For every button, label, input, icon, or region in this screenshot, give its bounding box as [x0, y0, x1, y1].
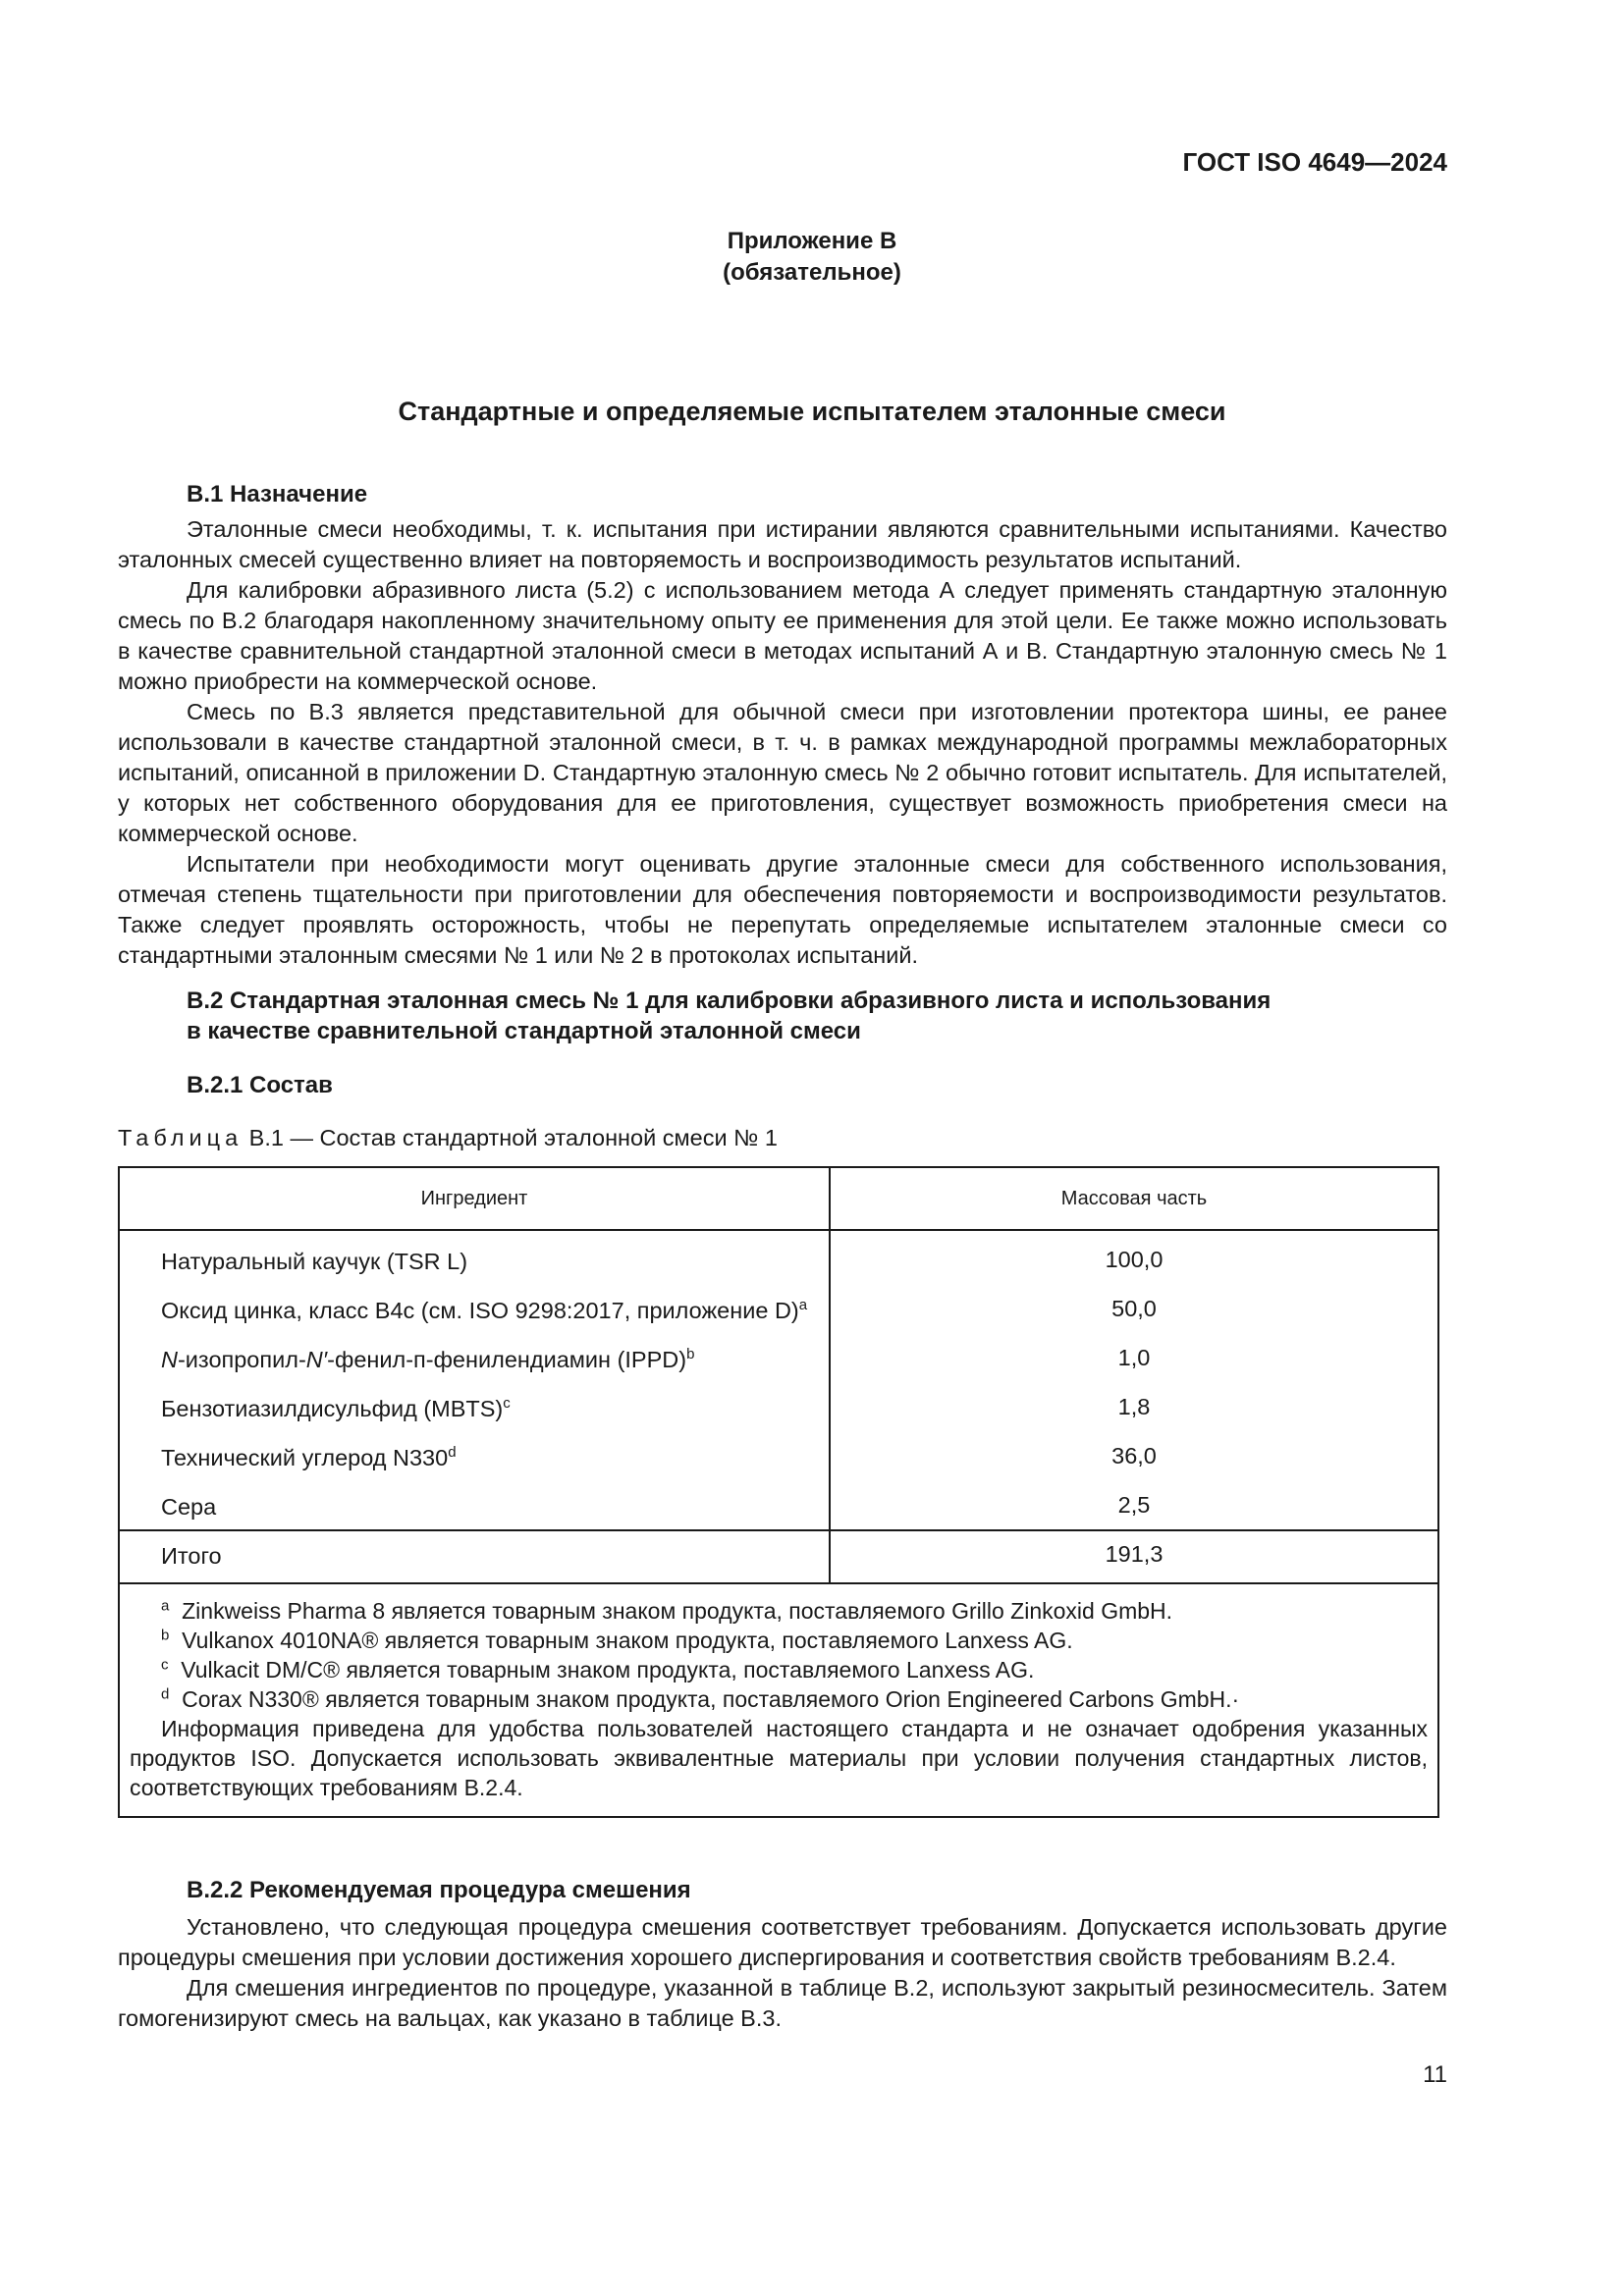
paragraph: Установлено, что следующая процедура смешения соответствует требованиям. Допускается использовать другие процедуры смешения при условии достижения хорошего диспергирования и соответствия свойств требованиям В.2.4. [118, 1914, 1447, 1970]
ingredient-cell [119, 1333, 830, 1382]
header-mass: Массовая часть [830, 1167, 1438, 1230]
ingredient-text: -изопропил- [177, 1347, 306, 1372]
composition-table [118, 1166, 1439, 1818]
footnote-ref: a [798, 1297, 808, 1314]
table-notes-row [119, 1583, 1438, 1817]
table-caption-text: В.1 — Состав стандартной эталонной смеси № 1 [243, 1125, 778, 1150]
ingredient-cell [119, 1382, 830, 1431]
section-b22-heading: В.2.2 Рекомендуемая процедура смешения [187, 1877, 691, 1903]
table-caption [118, 1125, 778, 1151]
ingredient-text: -фенил-п-фенилендиамин (IPPD) [327, 1347, 687, 1372]
ingredient-italic: N′ [305, 1347, 328, 1372]
table-row [119, 1333, 1438, 1382]
section-b2-heading [187, 986, 1271, 1046]
table-total-row [119, 1530, 1438, 1583]
footnote-mark: c [161, 1656, 169, 1674]
ingredient-text: Бензотиазилдисульфид (MBTS) [161, 1396, 504, 1421]
mass-cell: 50,0 [830, 1284, 1438, 1333]
footnote-mark: d [161, 1685, 170, 1703]
section-b22-body [118, 1912, 1447, 2034]
table-row [119, 1480, 1438, 1530]
footnote-text: Zinkweiss Pharma 8 является товарным знаком продукта, поставляемого Grillo Zinkoxid GmbH. [182, 1598, 1173, 1624]
footnote-ref: b [686, 1346, 695, 1363]
section-b1-heading: В.1 Назначение [187, 481, 368, 507]
ingredient-cell [119, 1284, 830, 1333]
total-label: Итого [119, 1530, 830, 1583]
table-row [119, 1431, 1438, 1480]
table-header-row [119, 1167, 1438, 1230]
ingredient-text: Оксид цинка, класс В4с (см. ISO 9298:2017, приложение D) [161, 1298, 799, 1323]
table-notes [119, 1583, 1438, 1817]
footnote-ref: c [503, 1395, 511, 1413]
footnote [130, 1626, 1428, 1655]
ingredient-text: Технический углерод N330 [161, 1445, 449, 1470]
ingredient-cell: Сера [119, 1480, 830, 1530]
section-b21-heading: В.2.1 Состав [187, 1072, 333, 1098]
table-row [119, 1284, 1438, 1333]
table-note: Информация приведена для удобства пользователей настоящего стандарта и не означает одобрения указанных продуктов ISO. Допускается использовать эквивалентные материалы при условии получения стандартных листов, соответствующих требованиям В.2.4. [130, 1716, 1428, 1800]
footnote [130, 1684, 1428, 1714]
section-b2-heading-line2: в качестве сравнительной стандартной эталонной смеси [187, 1018, 861, 1044]
total-value: 191,3 [830, 1530, 1438, 1583]
header-ingredient: Ингредиент [119, 1167, 830, 1230]
footnote-mark: b [161, 1627, 170, 1644]
ingredient-italic: N [161, 1347, 178, 1372]
mass-cell: 100,0 [830, 1230, 1438, 1284]
annex-status: (обязательное) [723, 259, 901, 286]
ingredient-cell: Натуральный каучук (TSR L) [119, 1230, 830, 1284]
page-number: 11 [1423, 2061, 1447, 2088]
table-row [119, 1382, 1438, 1431]
table-caption-label: Таблица [118, 1125, 244, 1150]
section-b1-body [118, 514, 1447, 971]
mass-cell: 36,0 [830, 1431, 1438, 1480]
footnote-text: Corax N330® является товарным знаком продукта, поставляемого Orion Engineered Carbons GmbH.· [182, 1686, 1240, 1712]
footnote-text: Vulkacit DM/C® является товарным знаком продукта, поставляемого Lanxess AG. [181, 1657, 1035, 1682]
paragraph: Для смешения ингредиентов по процедуре, указанной в таблице В.2, используют закрытый резиносмеситель. Затем гомогенизируют смесь на вальцах, как указано в таблице В.3. [118, 1975, 1447, 2031]
paragraph: Испытатели при необходимости могут оценивать другие эталонные смеси для собственного использования, отмечая степень тщательности при приготовлении для обеспечения повторяемости и воспроизводимости результатов. Также следует проявлять осторожность, чтобы не перепутать определяемые испытателем эталонные смеси со стандартными эталонным смесями № 1 или № 2 в протоколах испытаний. [118, 851, 1447, 968]
table-row [119, 1230, 1438, 1284]
footnote [130, 1596, 1428, 1626]
paragraph: Смесь по В.3 является представительной для обычной смеси при изготовлении протектора шины, ее ранее использовали в качестве стандартной эталонной смеси, в т. ч. в рамках международной программы межлабораторных испытаний, описанной в приложении D. Стандартную эталонную смесь № 2 обычно готовит испытатель. Для испытателей, у которых нет собственного оборудования для ее приготовления, существует возможность приобретения смеси на коммерческой основе. [118, 699, 1447, 846]
standard-designation: ГОСТ ISO 4649—2024 [1182, 147, 1447, 177]
mass-cell: 1,8 [830, 1382, 1438, 1431]
footnote-mark: a [161, 1597, 170, 1615]
mass-cell: 1,0 [830, 1333, 1438, 1382]
annex-title-block [0, 226, 1624, 289]
paragraph: Эталонные смеси необходимы, т. к. испытания при истирании являются сравнительными испытаниями. Качество эталонных смесей существенно влияет на повторяемость и воспроизводимость результатов испытаний. [118, 516, 1447, 572]
ingredient-cell [119, 1431, 830, 1480]
footnote [130, 1655, 1428, 1684]
mass-cell: 2,5 [830, 1480, 1438, 1530]
annex-title: Приложение В [727, 228, 897, 254]
section-b2-heading-line1: В.2 Стандартная эталонная смесь № 1 для калибровки абразивного листа и использования [187, 988, 1272, 1014]
document-title: Стандартные и определяемые испытателем эталонные смеси [398, 397, 1226, 426]
footnote-ref: d [448, 1444, 457, 1462]
footnote-text: Vulkanox 4010NA® является товарным знаком продукта, поставляемого Lanxess AG. [182, 1628, 1073, 1653]
paragraph: Для калибровки абразивного листа (5.2) с использованием метода А следует применять стандартную эталонную смесь по В.2 благодаря накопленному значительному опыту ее применения для этой цели. Ее также можно использовать в качестве сравнительной стандартной эталонной смеси в методах испытаний А и В. Стандартную эталонную смесь № 1 можно приобрести на коммерческой основе. [118, 577, 1447, 694]
